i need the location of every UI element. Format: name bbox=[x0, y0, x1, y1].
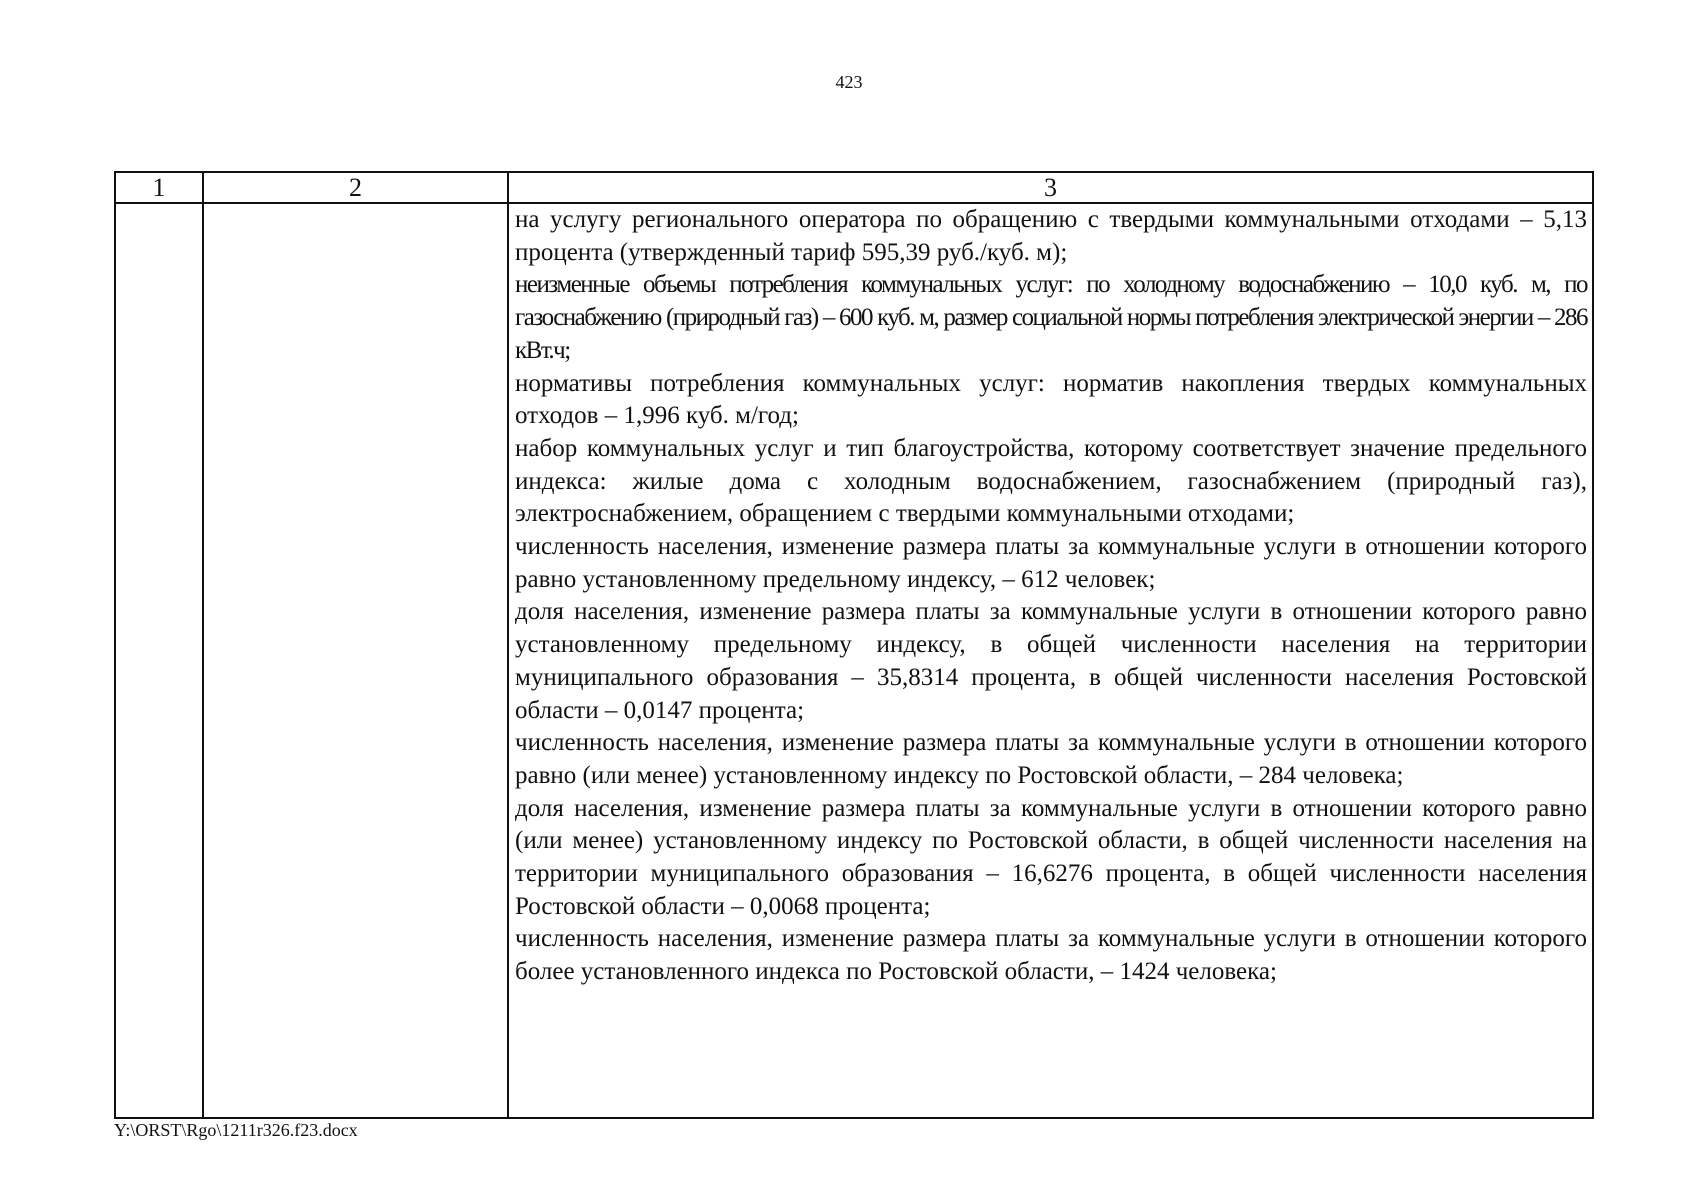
cell-col-3 bbox=[508, 203, 1593, 1118]
paragraph-tariff: на услугу регионального оператора по обращению с твердыми коммунальными отходами – 5,13 процента (утвержденный тариф 595,39 руб./куб. м); bbox=[515, 206, 1587, 266]
cell-col-1 bbox=[115, 203, 203, 1118]
page-number: 423 bbox=[835, 72, 863, 92]
document-table bbox=[114, 171, 1594, 1119]
paragraph-share-equal-or-less: доля населения, изменение размера платы за коммунальные услуги в отношении которого равно (или менее) установленному индексу по Ростовской области, в общей численности населения на территории муниципального образования – 16,6276 процента, в общей численности населения Ростовской области – 0,0068 процента; bbox=[515, 794, 1587, 920]
cell-col-2 bbox=[203, 203, 508, 1118]
paragraph-population-equal-limit: численность населения, изменение размера платы за коммунальные услуги в отношении которого равно установленному предельному индексу, – 612 человек; bbox=[515, 533, 1587, 593]
paragraph-population-above: численность населения, изменение размера платы за коммунальные услуги в отношении которого более установленного индекса по Ростовской области, – 1424 человека; bbox=[515, 925, 1587, 986]
paragraph-population-equal-or-less: численность населения, изменение размера платы за коммунальные услуги в отношении которого равно (или менее) установленному индексу по Ростовской области, – 284 человека; bbox=[515, 729, 1587, 789]
table-row bbox=[115, 203, 1593, 1118]
table-header-row bbox=[115, 172, 1593, 203]
paragraph-consumption-norms: нормативы потребления коммунальных услуг: норматив накопления твердых коммунальных отходов – 1,996 куб. м/год; bbox=[515, 369, 1587, 430]
footer-file-path: Y:\ORST\Rgo\1211r326.f23.docx bbox=[114, 1120, 358, 1140]
column-header-3: 3 bbox=[508, 172, 1593, 203]
paragraph-service-set: набор коммунальных услуг и тип благоустройства, которому соответствует значение предельного индекса: жилые дома с холодным водоснабжением, газоснабжением (природный газ), электроснабжением, обращением с твердыми коммунальными отходами; bbox=[515, 434, 1587, 528]
column-header-2: 2 bbox=[203, 172, 508, 203]
column-header-1: 1 bbox=[115, 172, 203, 203]
paragraph-consumption-volumes: неизменные объемы потребления коммунальных услуг: по холодному водоснабжению – 10,0 куб. м, по газоснабжению (природный газ) – 600 куб. м, размер социальной нормы потребления электрической энергии – 286 кВт.ч; bbox=[515, 271, 1587, 364]
paragraph-share-equal-limit: доля населения, изменение размера платы за коммунальные услуги в отношении которого равно установленному предельному индексу, в общей численности населения на территории муниципального образования – 35,8314 процента, в общей численности населения Ростовской области – 0,0147 процента; bbox=[515, 598, 1587, 724]
